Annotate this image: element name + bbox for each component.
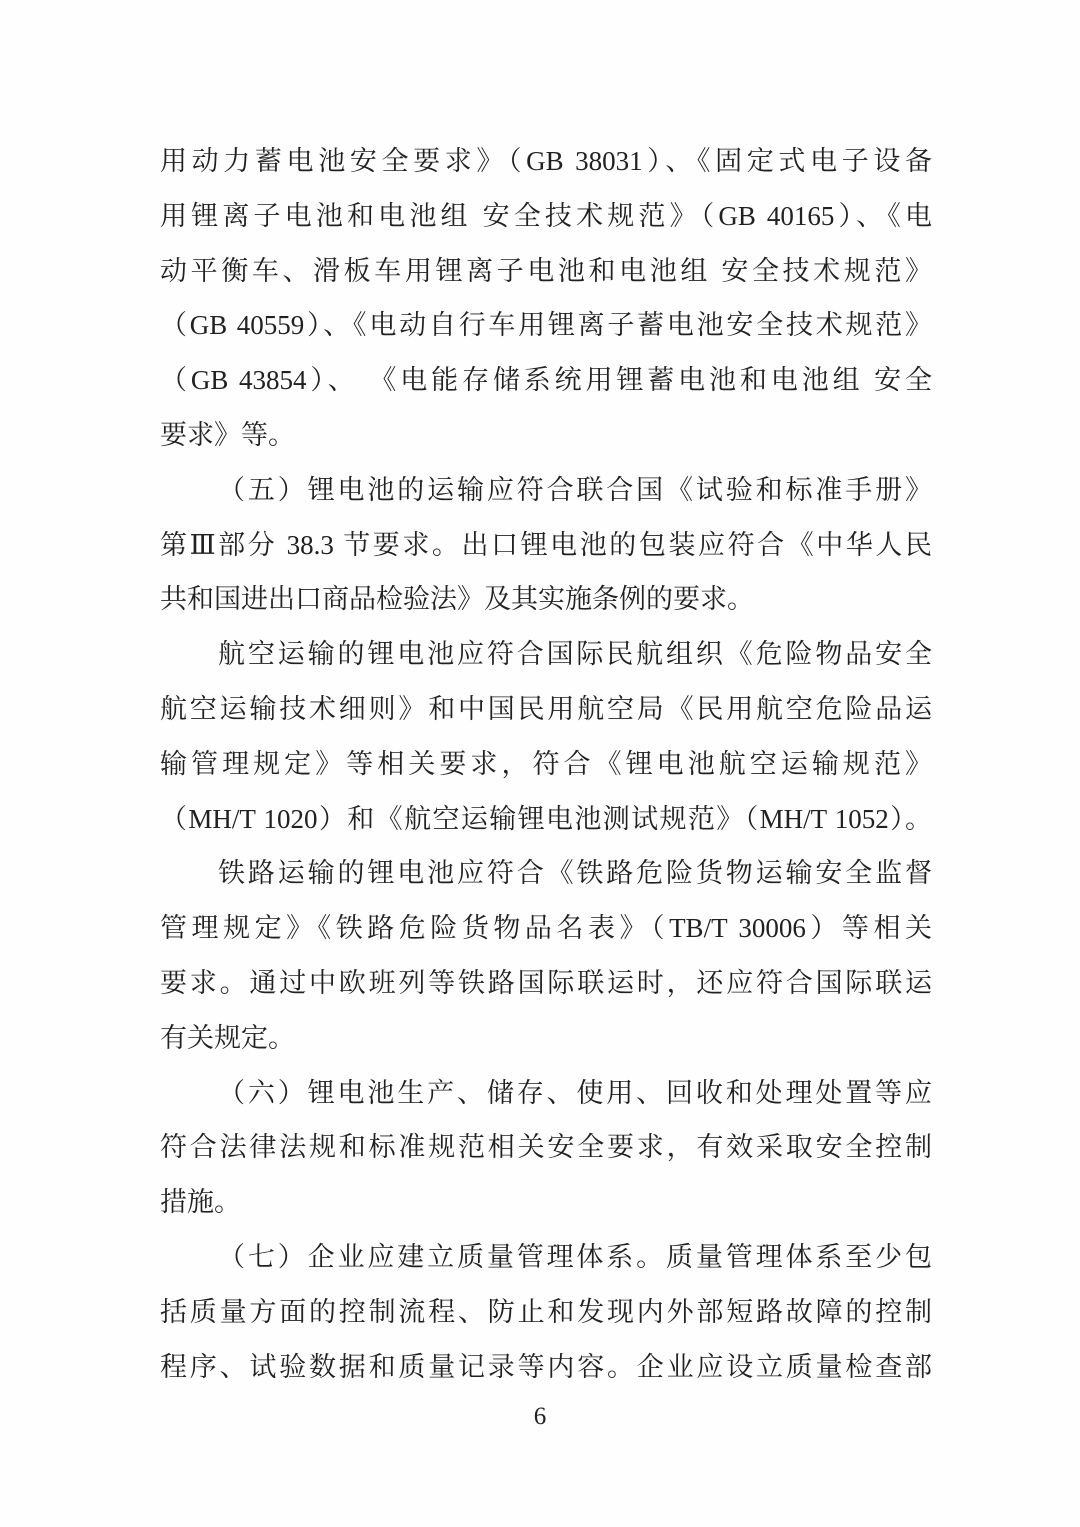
- text-line: 要求。通过中欧班列等铁路国际联运时，还应符合国际联运: [160, 967, 932, 998]
- text-line: （七）企业应建立质量管理体系。质量管理体系至少包: [218, 1241, 932, 1272]
- text-line: 航空运输技术细则》和中国民用航空局《民用航空危险品运: [160, 693, 932, 724]
- text-line: 第Ⅲ部分 38.3 节要求。出口锂电池的包装应符合《中华人民: [160, 529, 932, 560]
- text-line: 用动力蓄电池安全要求》（GB 38031）、《固定式电子设备: [160, 146, 932, 176]
- text-line: 程序、试验数据和质量记录等内容。企业应设立质量检查部: [160, 1351, 932, 1382]
- text-line: 要求》等。: [160, 419, 295, 450]
- text-line: 有关规定。: [160, 1022, 295, 1053]
- text-line: （六）锂电池生产、储存、使用、回收和处理处置等应: [218, 1077, 932, 1108]
- text-line: （GB 40559）、《电动自行车用锂离子蓄电池安全技术规范》: [160, 310, 932, 341]
- text-line: 管理规定》《铁路危险货物品名表》（TB/T 30006）等相关: [160, 913, 932, 944]
- text-line: （五）锂电池的运输应符合联合国《试验和标准手册》: [218, 474, 932, 505]
- page-number: 6: [533, 1403, 547, 1430]
- text-line: （GB 43854）、 《电能存储系统用锂蓄电池和电池组 安全: [160, 365, 932, 396]
- text-line: 铁路运输的锂电池应符合《铁路危险货物运输安全监督: [218, 858, 932, 889]
- text-line: 输管理规定》等相关要求，符合《锂电池航空运输规范》: [160, 748, 932, 779]
- text-line: （MH/T 1020）和《航空运输锂电池测试规范》（MH/T 1052）。: [160, 803, 932, 834]
- text-line: 航空运输的锂电池应符合国际民航组织《危险物品安全: [218, 639, 932, 670]
- text-line: 动平衡车、滑板车用锂离子电池和电池组 安全技术规范》: [160, 255, 932, 286]
- text-line: 共和国进出口商品检验法》及其实施条例的要求。: [160, 584, 754, 615]
- text-line: 措施。: [160, 1187, 241, 1218]
- text-line: 括质量方面的控制流程、防止和发现内外部短路故障的控制: [160, 1296, 932, 1327]
- text-line: 用锂离子电池和电池组 安全技术规范》（GB 40165）、《电: [160, 200, 932, 231]
- document-body: [160, 134, 932, 1394]
- text-line: 符合法律法规和标准规范相关安全要求，有效采取安全控制: [160, 1132, 932, 1163]
